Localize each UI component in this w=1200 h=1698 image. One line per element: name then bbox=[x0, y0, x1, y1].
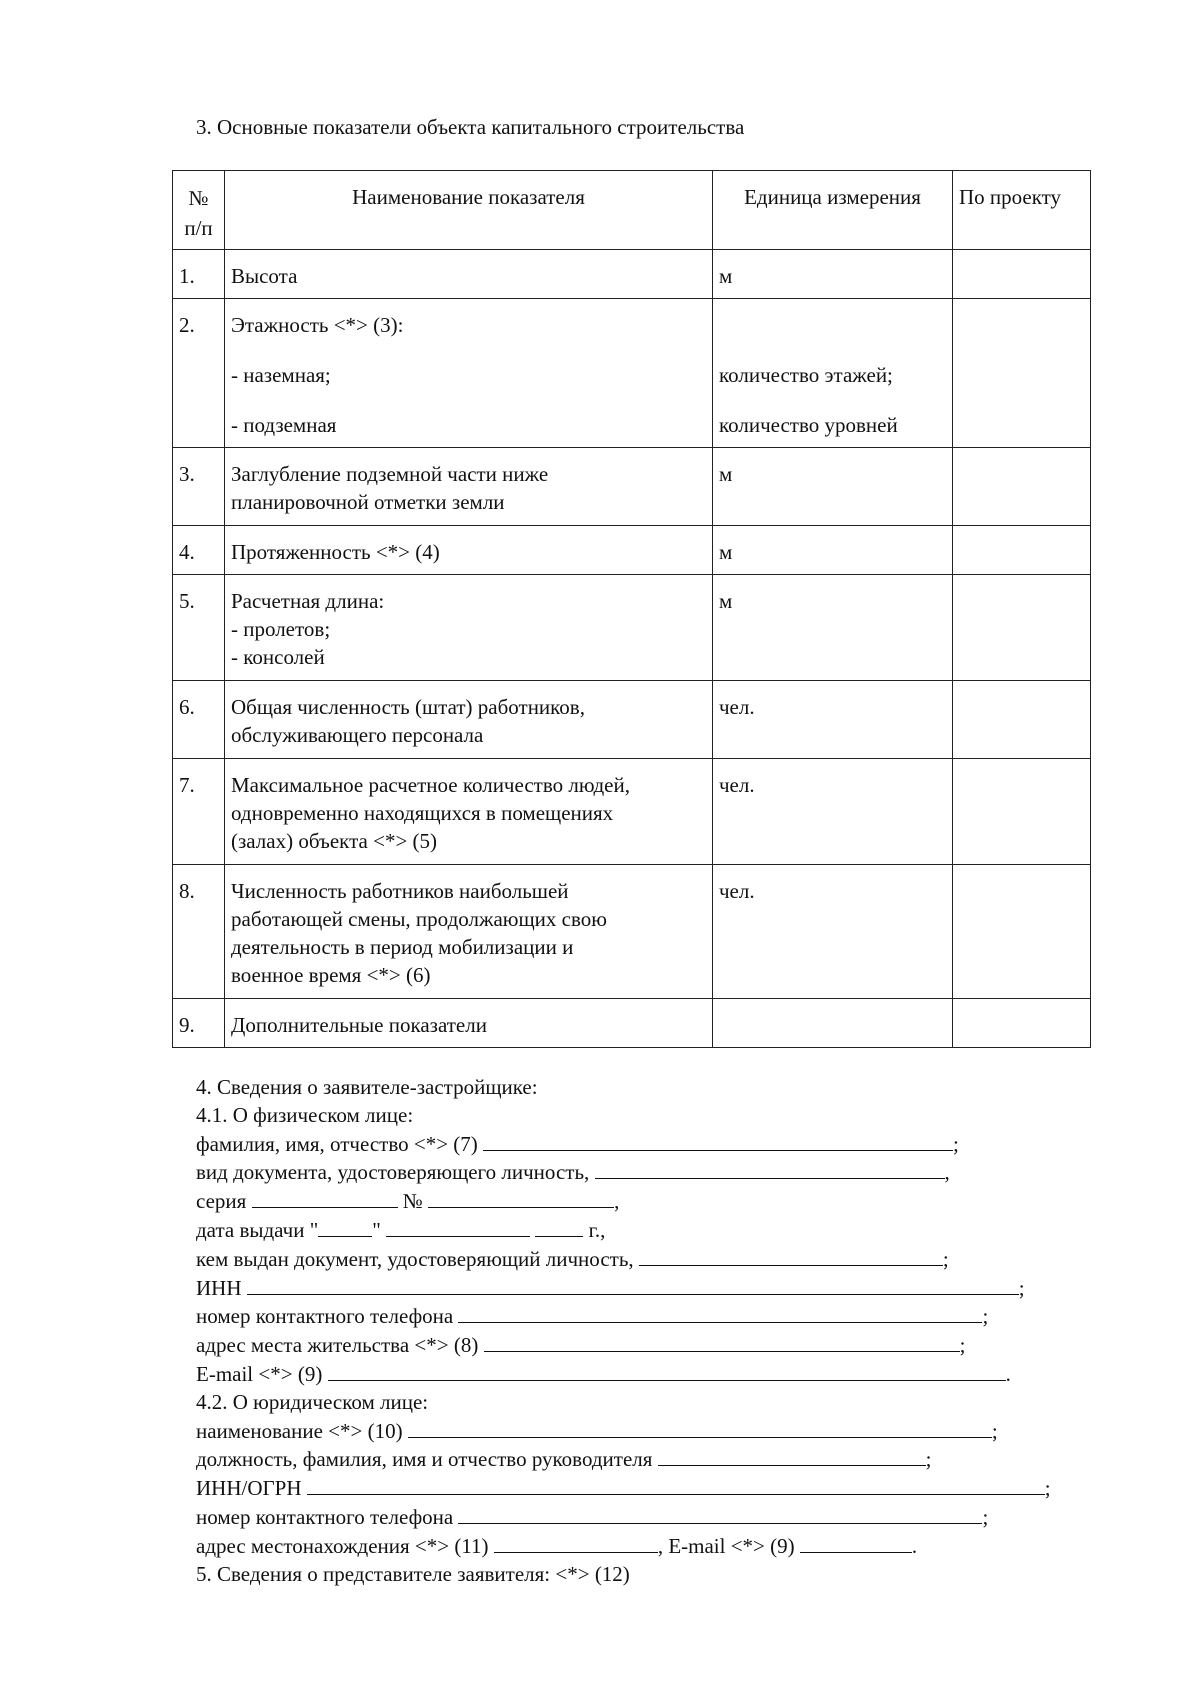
phone-field[interactable] bbox=[458, 1302, 982, 1323]
header-num bbox=[173, 171, 225, 250]
punctuation: ; bbox=[982, 1304, 989, 1329]
row-unit: м bbox=[713, 526, 953, 575]
residence-label: адрес места жительства <*> (8) bbox=[196, 1333, 479, 1358]
location-label: адрес местонахождения <*> (11) bbox=[196, 1533, 489, 1558]
issue-date-line bbox=[196, 1216, 1051, 1245]
row-num: 5. bbox=[173, 575, 225, 681]
inn-ogrn-line bbox=[196, 1474, 1051, 1503]
row-name-line: Численность работников наибольшей bbox=[231, 879, 569, 903]
issue-year-field[interactable] bbox=[535, 1216, 583, 1237]
row-name-line: (залах) объекта <*> (5) bbox=[231, 829, 438, 853]
table-row bbox=[173, 250, 1091, 299]
individual-title: 4.1. О физическом лице: bbox=[196, 1102, 414, 1127]
table-row bbox=[173, 575, 1091, 681]
table-row bbox=[173, 999, 1091, 1048]
row-value-cell[interactable] bbox=[953, 681, 1091, 759]
row-name-line: - подземная bbox=[231, 413, 337, 437]
row-name-line: - наземная; bbox=[231, 363, 331, 387]
series-line bbox=[196, 1187, 1051, 1216]
row-value-cell[interactable] bbox=[953, 250, 1091, 299]
row-unit-line bbox=[719, 311, 946, 339]
row-name: Высота bbox=[225, 250, 713, 299]
row-name-line: Этажность <*> (3): bbox=[231, 313, 404, 337]
row-num: 2. bbox=[173, 299, 225, 448]
email-label: E-mail <*> (9) bbox=[196, 1361, 323, 1386]
section-3-title: 3. Основные показатели объекта капитального строительства bbox=[196, 115, 745, 139]
fio-line bbox=[196, 1130, 1051, 1159]
row-name bbox=[225, 448, 713, 526]
row-unit-line: количество этажей; bbox=[719, 363, 893, 387]
row-num: 7. bbox=[173, 759, 225, 865]
table-row bbox=[173, 299, 1091, 448]
legal-phone-line bbox=[196, 1503, 1051, 1532]
head-label: должность, фамилия, имя и отчество руководителя bbox=[196, 1447, 653, 1472]
punctuation: ; bbox=[925, 1447, 932, 1472]
email-field[interactable] bbox=[328, 1360, 1006, 1381]
location-field[interactable] bbox=[494, 1532, 658, 1553]
row-unit: м bbox=[713, 448, 953, 526]
row-num: 9. bbox=[173, 999, 225, 1048]
header-num-line-1: № bbox=[188, 186, 209, 210]
row-unit: чел. bbox=[713, 759, 953, 865]
row-name-line: планировочной отметки земли bbox=[231, 490, 505, 514]
fio-field[interactable] bbox=[483, 1130, 953, 1151]
location-line bbox=[196, 1532, 1051, 1561]
header-unit: Единица измерения bbox=[713, 171, 953, 250]
row-name-line: работающей смены, продолжающих свою bbox=[231, 907, 607, 931]
row-unit: чел. bbox=[713, 865, 953, 999]
inn-ogrn-label: ИНН/ОГРН bbox=[196, 1476, 302, 1501]
row-value-cell[interactable] bbox=[953, 299, 1091, 448]
punctuation: ; bbox=[1018, 1275, 1025, 1300]
indicators-table bbox=[172, 170, 1091, 1048]
row-name: Дополнительные показатели bbox=[225, 999, 713, 1048]
row-name-line: Максимальное расчетное количество людей, bbox=[231, 773, 630, 797]
punctuation: ; bbox=[959, 1333, 966, 1358]
row-num: 4. bbox=[173, 526, 225, 575]
row-name bbox=[225, 299, 713, 448]
row-value-cell[interactable] bbox=[953, 526, 1091, 575]
row-value-cell[interactable] bbox=[953, 759, 1091, 865]
legal-phone-label: номер контактного телефона bbox=[196, 1504, 454, 1529]
row-unit[interactable] bbox=[713, 999, 953, 1048]
header-name: Наименование показателя bbox=[225, 171, 713, 250]
series-field[interactable] bbox=[252, 1187, 398, 1208]
table-row bbox=[173, 448, 1091, 526]
row-num: 6. bbox=[173, 681, 225, 759]
issue-day-field[interactable] bbox=[318, 1216, 372, 1237]
table-row bbox=[173, 526, 1091, 575]
row-value-cell[interactable] bbox=[953, 865, 1091, 999]
punctuation: , bbox=[614, 1189, 620, 1214]
inn-label: ИНН bbox=[196, 1275, 242, 1300]
issue-date-label: дата выдачи " bbox=[196, 1217, 319, 1242]
residence-line bbox=[196, 1331, 1051, 1360]
row-name-line: Заглубление подземной части ниже bbox=[231, 462, 549, 486]
row-name-line: Общая численность (штат) работников, bbox=[231, 695, 585, 719]
series-label: серия bbox=[196, 1189, 247, 1214]
phone-line bbox=[196, 1302, 1051, 1331]
section-4-title: 4. Сведения о заявителе-застройщике: bbox=[196, 1075, 538, 1099]
fio-label: фамилия, имя, отчество <*> (7) bbox=[196, 1131, 478, 1156]
year-suffix: г., bbox=[588, 1217, 606, 1242]
row-name-line: деятельность в период мобилизации и bbox=[231, 935, 574, 959]
legal-email-label: , E-mail <*> (9) bbox=[657, 1533, 795, 1558]
row-name-line: Расчетная длина: bbox=[231, 589, 385, 613]
row-name bbox=[225, 681, 713, 759]
row-name-line: - пролетов; bbox=[231, 617, 331, 641]
table-header-row bbox=[173, 171, 1091, 250]
table-row bbox=[173, 865, 1091, 999]
residence-field[interactable] bbox=[484, 1331, 960, 1352]
row-unit-line: количество уровней bbox=[719, 413, 898, 437]
legal-title: 4.2. О юридическом лице: bbox=[196, 1389, 429, 1414]
punctuation: ; bbox=[991, 1418, 998, 1443]
punctuation: ; bbox=[942, 1246, 949, 1271]
punctuation: . bbox=[1005, 1361, 1011, 1386]
row-name: Протяженность <*> (4) bbox=[225, 526, 713, 575]
email-line bbox=[196, 1360, 1051, 1389]
org-name-line bbox=[196, 1417, 1051, 1446]
row-num: 1. bbox=[173, 250, 225, 299]
row-num: 3. bbox=[173, 448, 225, 526]
document-label: вид документа, удостоверяющего личность, bbox=[196, 1160, 590, 1185]
row-value-cell[interactable] bbox=[953, 575, 1091, 681]
table-row bbox=[173, 759, 1091, 865]
row-unit: м bbox=[713, 575, 953, 681]
legal-email-field[interactable] bbox=[800, 1532, 912, 1553]
row-name bbox=[225, 865, 713, 999]
org-name-label: наименование <*> (10) bbox=[196, 1418, 403, 1443]
row-unit: чел. bbox=[713, 681, 953, 759]
row-name-line: - консолей bbox=[231, 645, 325, 669]
legal-phone-field[interactable] bbox=[458, 1503, 982, 1524]
row-name bbox=[225, 575, 713, 681]
org-name-field[interactable] bbox=[408, 1417, 992, 1438]
issued-by-field[interactable] bbox=[639, 1245, 943, 1266]
issue-month-field[interactable] bbox=[386, 1216, 530, 1237]
phone-label: номер контактного телефона bbox=[196, 1304, 454, 1329]
row-name-line: военное время <*> (6) bbox=[231, 963, 431, 987]
applicant-section bbox=[196, 1074, 1051, 1588]
document-line bbox=[196, 1158, 1051, 1187]
document-type-field[interactable] bbox=[595, 1158, 945, 1179]
punctuation: ; bbox=[953, 1131, 959, 1156]
punctuation: ; bbox=[982, 1504, 989, 1529]
issued-by-line bbox=[196, 1245, 1051, 1274]
inn-ogrn-field[interactable] bbox=[307, 1474, 1045, 1495]
punctuation: , bbox=[944, 1160, 950, 1185]
row-unit: м bbox=[713, 250, 953, 299]
row-name bbox=[225, 759, 713, 865]
head-line bbox=[196, 1445, 1051, 1474]
row-value-cell[interactable] bbox=[953, 999, 1091, 1048]
section-5-title: 5. Сведения о представителе заявителя: <*> (12) bbox=[196, 1561, 630, 1586]
inn-line bbox=[196, 1274, 1051, 1303]
header-value: По проекту bbox=[953, 171, 1091, 250]
row-num: 8. bbox=[173, 865, 225, 999]
inn-field[interactable] bbox=[247, 1274, 1019, 1295]
issued-by-label: кем выдан документ, удостоверяющий личность, bbox=[196, 1246, 634, 1271]
table-row bbox=[173, 681, 1091, 759]
header-num-line-2: п/п bbox=[184, 216, 213, 240]
row-name-line: одновременно находящихся в помещениях bbox=[231, 801, 614, 825]
row-value-cell[interactable] bbox=[953, 448, 1091, 526]
number-label: № bbox=[402, 1189, 423, 1214]
punctuation: ; bbox=[1044, 1476, 1051, 1501]
head-field[interactable] bbox=[658, 1445, 926, 1466]
quote: " bbox=[372, 1217, 381, 1242]
number-field[interactable] bbox=[428, 1187, 614, 1208]
row-name-line: обслуживающего персонала bbox=[231, 723, 484, 747]
punctuation: . bbox=[911, 1533, 918, 1558]
row-unit bbox=[713, 299, 953, 448]
